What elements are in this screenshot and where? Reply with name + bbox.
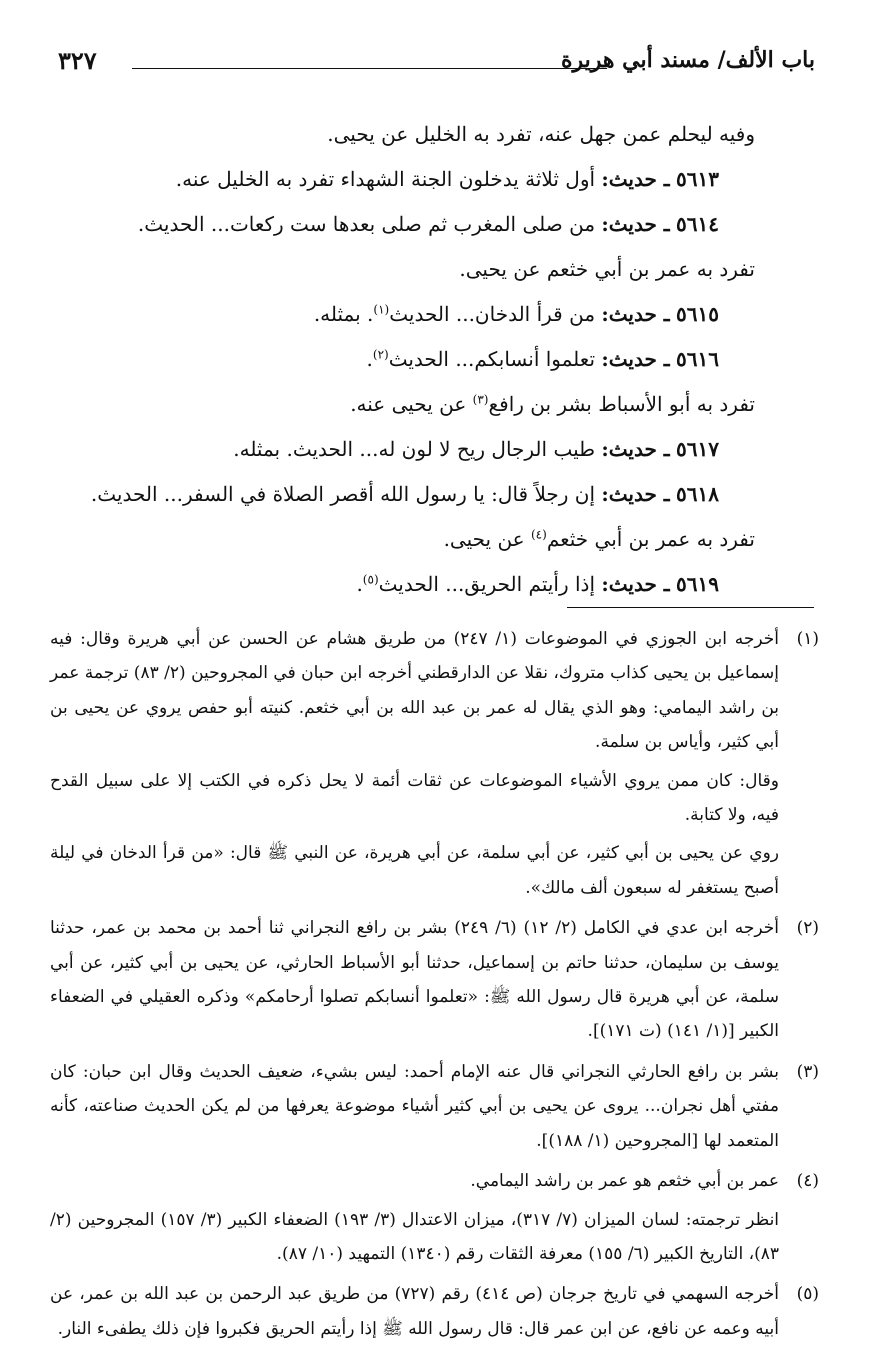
running-title: باب الألف/ مسند أبي هريرة bbox=[560, 47, 815, 73]
entry-text-end: . bbox=[356, 572, 363, 596]
page-number: ٣٢٧ bbox=[58, 45, 97, 75]
footnote-paragraph: أخرجه ابن الجوزي في الموضوعات (١/ ٢٤٧) من طريق هشام عن الحسن عن أبي هريرة وقال: فيه إسماعيل بن يحيى كذاب متروك، نقلا عن الدارقطني أخرجه ابن حبان في المجروحين (٢/ ٨٣) ترجمة عمر بن راشد اليمامي: وهو الذي يقال له عمر بن عبد الله بن أبي خثعم. كنيته أبو حفص يروي عن يحيى بن أبي كثير، وأياس بن سلمة. bbox=[50, 629, 780, 753]
footnote-1 bbox=[50, 622, 819, 905]
footnote-body bbox=[50, 1164, 779, 1271]
footnote-5 bbox=[50, 1277, 819, 1346]
footnote-4 bbox=[50, 1164, 819, 1271]
text-span: تفرد به عمر بن أبي خثعم bbox=[546, 527, 755, 551]
footnote-paragraph: بشر بن رافع الحارثي النجراني قال عنه الإمام أحمد: ليس بشيء، ضعيف الحديث وقال ابن حبان: كان مفتي أهل نجران... يروى عن يحيى بن أبي كثير أشياء موضوعة يعرفها من لم يكن الحديث صناعته، كأنه المتعمد لها [المجروحين (١/ ١٨٨)]. bbox=[50, 1061, 779, 1151]
entry-keyword: ـ حديث: bbox=[601, 572, 670, 596]
footnote-mark: (٢) bbox=[796, 918, 819, 939]
main-text bbox=[90, 112, 755, 607]
page-header bbox=[58, 40, 815, 80]
text-span: عن يحيى. bbox=[443, 527, 531, 551]
entry-text-end: . بمثله. bbox=[313, 302, 374, 326]
entry-text: تعلموا أنسابكم... الحديث bbox=[388, 347, 602, 371]
text-line bbox=[150, 382, 755, 427]
entry-text: من صلى المغرب ثم صلى بعدها ست ركعات... الحديث. bbox=[137, 212, 602, 236]
footnote-2 bbox=[50, 911, 819, 1049]
footnotes bbox=[50, 622, 819, 1352]
hadith-entry-5615 bbox=[150, 292, 755, 337]
text-span: عن يحيى عنه. bbox=[350, 392, 473, 416]
footnote-ref[interactable]: (٢) bbox=[372, 347, 389, 362]
entry-text: إن رجلاً قال: يا رسول الله أقصر الصلاة في السفر... الحديث. bbox=[90, 482, 602, 506]
entry-keyword: ـ حديث: bbox=[601, 302, 670, 326]
footnote-ref[interactable]: (٤) bbox=[530, 527, 547, 542]
entry-number: ٥٦١٤ bbox=[676, 212, 719, 236]
hadith-entry-5618 bbox=[90, 472, 755, 517]
entry-text: طيب الرجال ريح لا لون له... الحديث. بمثله. bbox=[233, 437, 602, 461]
text-span: تفرد به أبو الأسباط بشر بن رافع bbox=[488, 392, 755, 416]
entry-keyword: ـ حديث: bbox=[601, 167, 670, 191]
footnote-body bbox=[50, 1277, 779, 1346]
footnote-ref[interactable]: (٣) bbox=[472, 392, 489, 407]
entry-number: ٥٦١٨ bbox=[676, 482, 719, 506]
footnote-mark: (٥) bbox=[796, 1284, 819, 1305]
hadith-entry-5613 bbox=[150, 157, 755, 202]
footnote-3 bbox=[50, 1055, 819, 1158]
footnote-mark: (٤) bbox=[796, 1171, 819, 1192]
hadith-entry-5616 bbox=[150, 337, 755, 382]
entry-number: ٥٦١٣ bbox=[676, 167, 719, 191]
footnote-paragraph: عمر بن أبي خثعم هو عمر بن راشد اليمامي. bbox=[470, 1171, 779, 1192]
header-rule bbox=[132, 68, 607, 69]
entry-number: ٥٦١٥ bbox=[676, 302, 719, 326]
entry-keyword: ـ حديث: bbox=[601, 347, 670, 371]
footnote-body bbox=[50, 911, 779, 1049]
hadith-entry-5617 bbox=[150, 427, 755, 472]
text-line: وفيه ليحلم عمن جهل عنه، تفرد به الخليل عن يحيى. bbox=[327, 122, 755, 146]
footnote-body bbox=[50, 1055, 779, 1158]
entry-number: ٥٦١٩ bbox=[676, 572, 719, 596]
entry-text: من قرأ الدخان... الحديث bbox=[389, 302, 602, 326]
entry-text: أول ثلاثة يدخلون الجنة الشهداء تفرد به الخليل عنه. bbox=[175, 167, 602, 191]
footnote-ref[interactable]: (١) bbox=[373, 302, 390, 317]
entry-number: ٥٦١٦ bbox=[676, 347, 719, 371]
entry-text: إذا رأيتم الحريق... الحديث bbox=[378, 572, 602, 596]
footnote-paragraph: أخرجه ابن عدي في الكامل (٢/ ١٢) (٦/ ٢٤٩) بشر بن رافع النجراني ثنا أحمد بن محمد بن عمر، حدثنا يوسف بن سليمان، حدثنا حاتم بن إسماعيل، حدثنا أبو الأسباط الحارثي، عن يحيى بن أبي كثير، عن أبي سلمة، عن أبي هريرة قال رسول الله ﷺ: «تعلموا أنسابكم تصلوا أرحامكم» وذكره العقيلي في الضعفاء الكبير [(١/ ١٤١) (ت ١٧١)]. bbox=[50, 918, 779, 1042]
entry-number: ٥٦١٧ bbox=[676, 437, 719, 461]
text-line: تفرد به عمر بن أبي خثعم عن يحيى. bbox=[459, 257, 755, 281]
text-line bbox=[150, 517, 755, 562]
hadith-entry-5614 bbox=[137, 202, 755, 247]
entry-text-end: . bbox=[366, 347, 373, 371]
footnote-paragraph: روي عن يحيى بن أبي كثير، عن أبي سلمة، عن أبي هريرة، عن النبي ﷺ قال: «من قرأ الدخان في ليلة أصبح يستغفر له سبعون ألف مالك». bbox=[50, 843, 779, 898]
entry-keyword: ـ حديث: bbox=[601, 482, 670, 506]
footnote-paragraph: وقال: كان ممن يروي الأشياء الموضوعات عن ثقات أئمة لا يحل ذكره في الكتب إلا على سبيل القدح فيه، ولا كتابة. bbox=[50, 770, 779, 826]
footnote-paragraph: أخرجه السهمي في تاريخ جرجان (ص ٤١٤) رقم (٧٢٧) من طريق عبد الرحمن بن عبد الله بن عمر، عن أبيه وعمه عن نافع، عن ابن عمر قال: قال رسول الله ﷺ إذا رأيتم الحريق فكبروا فإن ذلك يطفىء النار. bbox=[50, 1284, 779, 1339]
entry-keyword: ـ حديث: bbox=[601, 437, 670, 461]
hadith-entry-5619 bbox=[150, 562, 755, 607]
footnote-paragraph: انظر ترجمته: لسان الميزان (٧/ ٣١٧)، ميزان الاعتدال (٣/ ١٩٣) الضعفاء الكبير (٣/ ١٥٧) المجروحين (٢/ ٨٣)، التاريخ الكبير (٦/ ١٥٥) معرفة الثقات رقم (١٣٤٠) التمهيد (١٠/ ٨٧). bbox=[50, 1209, 780, 1264]
entry-keyword: ـ حديث: bbox=[601, 212, 670, 236]
footnote-ref[interactable]: (٥) bbox=[362, 572, 379, 587]
footnote-body bbox=[50, 622, 779, 905]
footnote-mark: (٣) bbox=[796, 1061, 819, 1082]
footnote-mark: (١) bbox=[796, 629, 819, 649]
footnote-separator bbox=[567, 607, 814, 608]
